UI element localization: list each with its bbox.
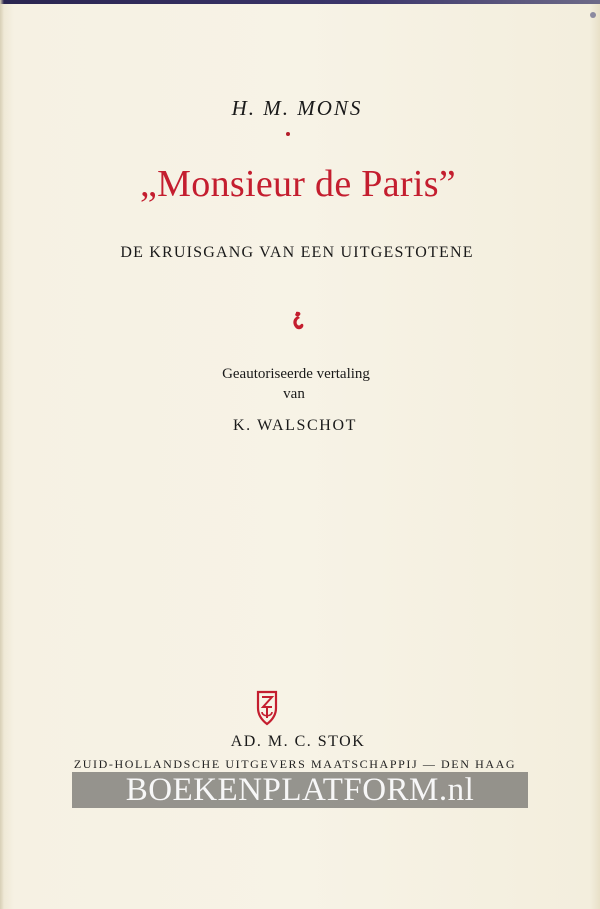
- page-binding-shadow: [0, 0, 4, 909]
- author-name: H. M. MONS: [231, 96, 363, 120]
- fleuron-ornament-icon: [0, 310, 598, 336]
- translation-by: van: [283, 386, 305, 402]
- book-subtitle: DE KRUISGANG VAN EEN UITGESTOTENE: [120, 244, 474, 261]
- publisher-house: ZUID-HOLLANDSCHE UITGEVERS MAATSCHAPPIJ — DEN HAAG: [73, 757, 517, 771]
- translator-name: K. WALSCHOT: [233, 417, 357, 434]
- publisher-emblem-icon: [255, 690, 279, 730]
- translation-note: Geautoriseerde vertaling: [222, 366, 370, 382]
- publisher-name: AD. M. C. STOK: [230, 733, 366, 750]
- watermark-text: BOEKENPLATFORM.nl: [125, 772, 475, 808]
- book-title: „Monsieur de Paris”: [140, 163, 456, 205]
- red-dot-ornament: [286, 132, 290, 136]
- corner-mark: [590, 12, 596, 18]
- page-top-edge: [0, 0, 600, 4]
- watermark-banner: [72, 772, 528, 808]
